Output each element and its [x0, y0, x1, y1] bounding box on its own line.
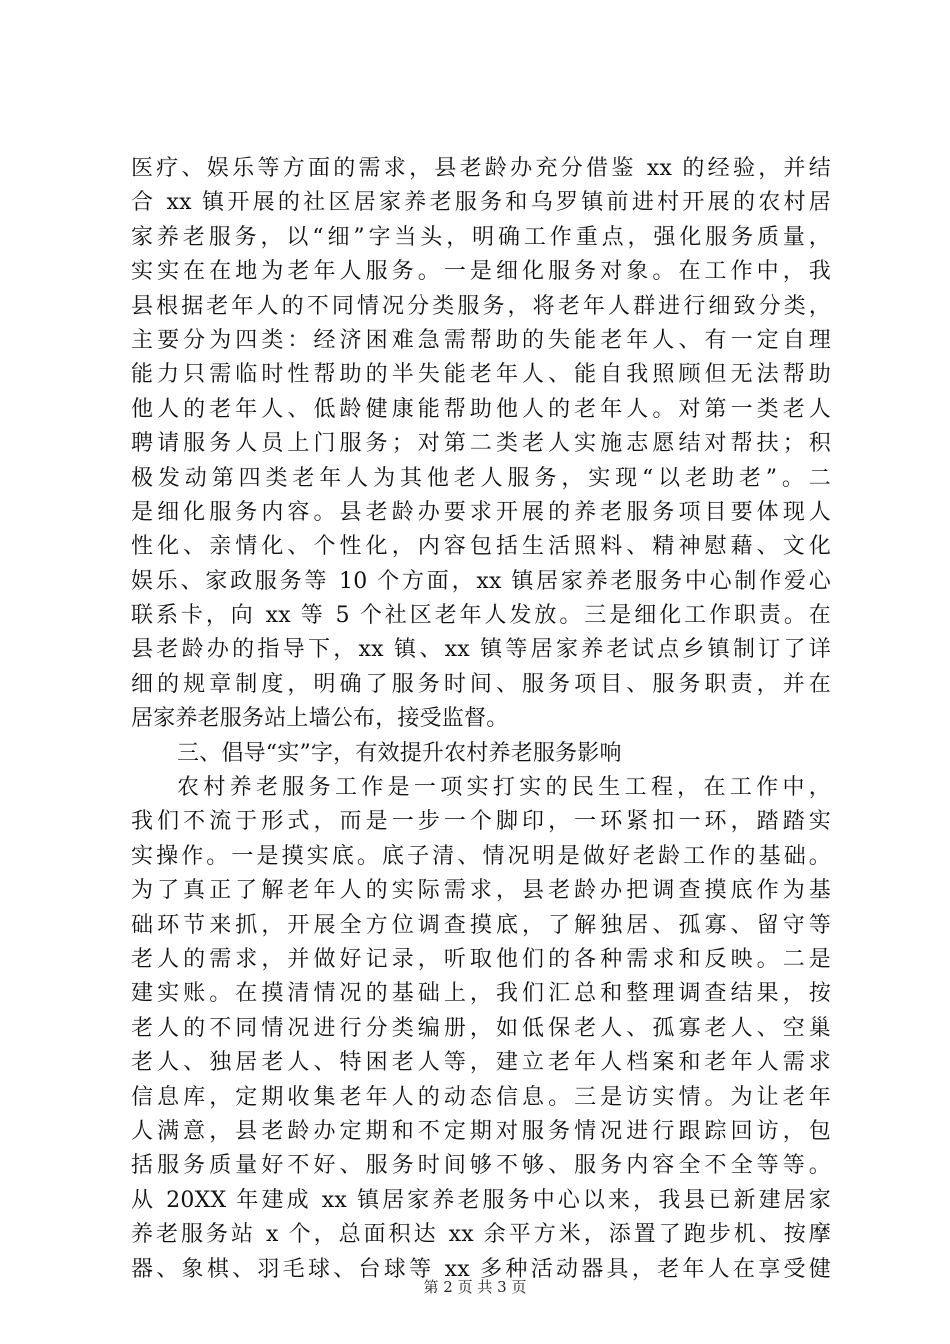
text-line: 从 20XX 年建成 xx 镇居家养老服务中心以来，我县已新建居家: [131, 1187, 831, 1213]
text-line: 县老龄办的指导下，xx 镇、xx 镇等居家养老试点乡镇制订了详: [131, 637, 831, 663]
text-line: 是细化服务内容。县老龄办要求开展的养老服务项目要体现人: [131, 499, 831, 525]
text-line: 能力只需临时性帮助的半失能老年人、能自我照顾但无法帮助: [131, 362, 831, 388]
text-line: 极发动第四类老年人为其他老人服务，实现“以老助老”。二: [131, 465, 831, 491]
text-line: 细的规章制度，明确了服务时间、服务项目、服务职责，并在: [131, 671, 831, 697]
text-line: 主要分为四类：经济困难急需帮助的失能老年人、有一定自理: [131, 327, 831, 353]
text-line: 老人的需求，并做好记录，听取他们的各种需求和反映。二是: [131, 946, 831, 972]
text-line: 性化、亲情化、个性化，内容包括生活照料、精神慰藉、文化: [131, 534, 831, 560]
text-line: 联系卡，向 xx 等 5 个社区老年人发放。三是细化工作职责。在: [131, 603, 831, 629]
text-line: 三、倡导“实”字，有效提升农村养老服务影响: [177, 740, 622, 766]
text-line: 括服务质量好不好、服务时间够不够、服务内容全不全等等。: [131, 1153, 831, 1179]
text-line: 人满意，县老龄办定期和不定期对服务情况进行跟踪回访，包: [131, 1118, 831, 1144]
text-line: 老人、独居老人、特困老人等，建立老年人档案和老年人需求: [131, 1050, 831, 1076]
text-line: 合 xx 镇开展的社区居家养老服务和乌罗镇前进村开展的农村居: [131, 190, 831, 216]
text-line: 老人的不同情况进行分类编册，如低保老人、孤寡老人、空巢: [131, 1015, 831, 1041]
page-footer: 第 2 页 共 3 页: [423, 1278, 527, 1296]
text-line: 农村养老服务工作是一项实打实的民生工程，在工作中，: [177, 775, 831, 801]
text-line: 器、象棋、羽毛球、台球等 xx 多种活动器具，老年人在享受健: [131, 1256, 831, 1282]
text-line: 娱乐、家政服务等 10 个方面，xx 镇居家养老服务中心制作爱心: [131, 568, 831, 594]
text-line: 实操作。一是摸实底。底子清、情况明是做好老龄工作的基础。: [131, 843, 831, 869]
text-line: 他人的老年人、低龄健康能帮助他人的老年人。对第一类老人: [131, 396, 831, 422]
text-line: 实实在在地为老年人服务。一是细化服务对象。在工作中，我: [131, 259, 831, 285]
text-line: 建实账。在摸清情况的基础上，我们汇总和整理调查结果，按: [131, 981, 831, 1007]
text-line: 家养老服务，以“细”字当头，明确工作重点，强化服务质量，: [131, 224, 831, 250]
text-line: 聘请服务人员上门服务；对第二类老人实施志愿结对帮扶；积: [131, 431, 831, 457]
text-line: 养老服务站 x 个，总面积达 xx 余平方米，添置了跑步机、按摩: [131, 1222, 831, 1248]
text-line: 居家养老服务站上墙公布，接受监督。: [131, 706, 509, 732]
text-line: 县根据老年人的不同情况分类服务，将老年人群进行细致分类，: [131, 293, 831, 319]
text-line: 础环节来抓，开展全方位调查摸底，了解独居、孤寡、留守等: [131, 912, 831, 938]
text-line: 信息库，定期收集老年人的动态信息。三是访实情。为让老年: [131, 1084, 831, 1110]
text-line: 医疗、娱乐等方面的需求，县老龄办充分借鉴 xx 的经验，并结: [131, 156, 831, 181]
text-line: 我们不流于形式，而是一步一个脚印，一环紧扣一环，踏踏实: [131, 809, 831, 835]
document-body: [131, 152, 831, 1287]
text-line: 为了真正了解老年人的实际需求，县老龄办把调查摸底作为基: [131, 878, 831, 904]
